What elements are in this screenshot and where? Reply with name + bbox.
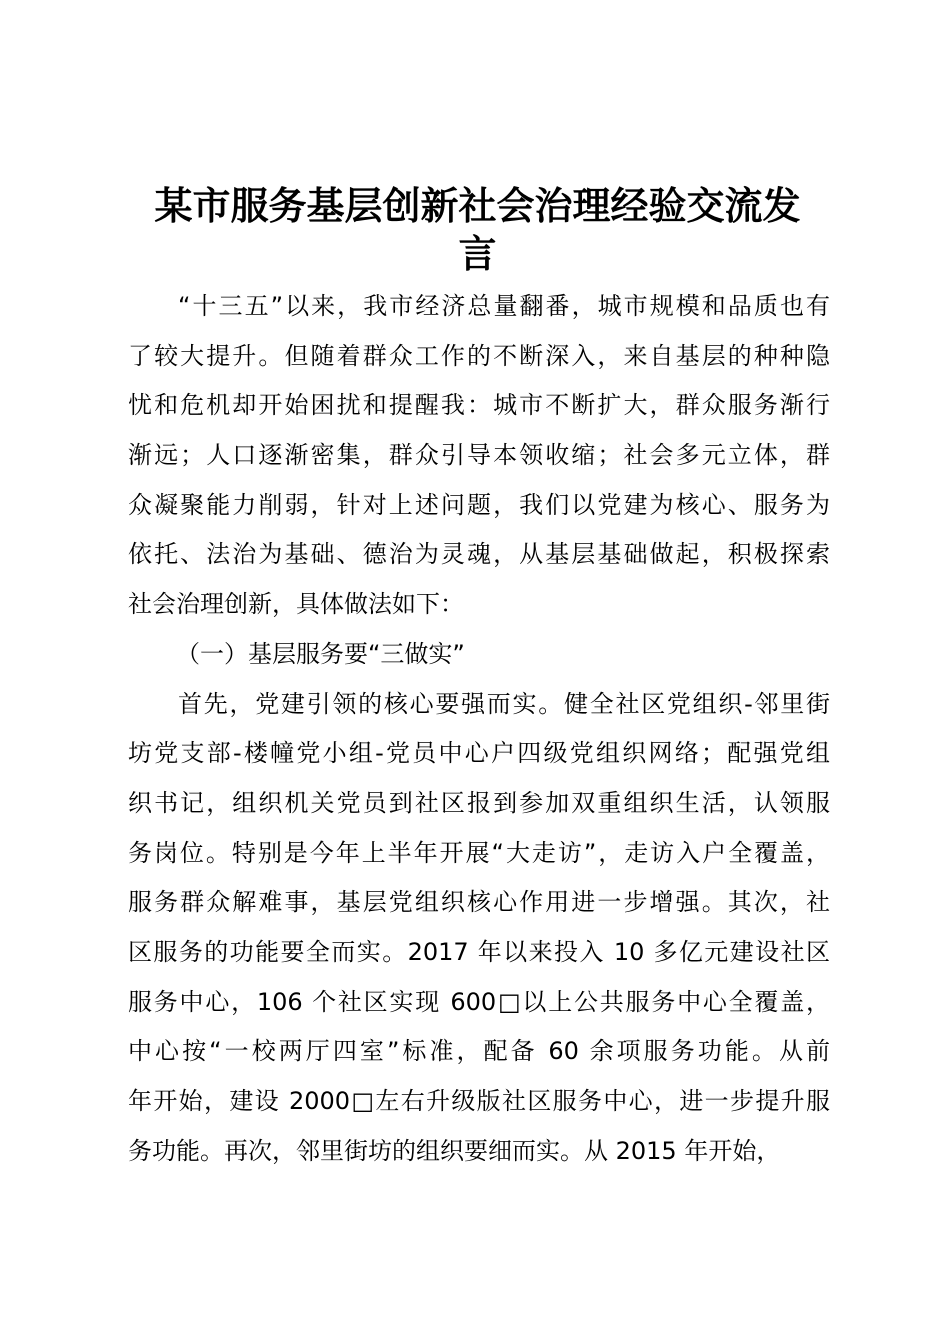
text-line: 务功能。再次，邻里街坊的组织要细而实。从 2015 年开始， xyxy=(128,1136,781,1165)
text-line: 了较大提升。但随着群众工作的不断深入，来自基层的种种隐 xyxy=(128,341,830,370)
text-line: 区服务的功能要全而实。2017 年以来投入 10 多亿元建设社区 xyxy=(128,937,830,966)
text-line: 务岗位。特别是今年上半年开展“大走访”，走访入户全覆盖， xyxy=(128,838,830,867)
text-line: 中心按“一校两厅四室”标准，配备 60 余项服务功能。从前 xyxy=(128,1037,830,1066)
text-line: 服务中心，106 个社区实现 600□以上公共服务中心全覆盖， xyxy=(128,987,830,1016)
document-title xyxy=(120,182,835,278)
title-line: 某市服务基层创新社会治理经验交流发 xyxy=(154,183,801,228)
text-line: 渐远；人口逐渐密集，群众引导本领收缩；社会多元立体，群 xyxy=(128,441,830,470)
text-line: 年开始，建设 2000□左右升级版社区服务中心，进一步提升服 xyxy=(128,1087,830,1115)
text-line: 依托、法治为基础、德治为灵魂，从基层基础做起，积极探索 xyxy=(128,540,830,569)
text-line: 社会治理创新，具体做法如下： xyxy=(128,590,464,619)
paragraph xyxy=(128,680,830,1177)
paragraph xyxy=(128,282,830,630)
title-line: 言 xyxy=(458,231,497,276)
document-body xyxy=(128,282,830,1176)
text-line: 服务群众解难事，基层党组织核心作用进一步增强。其次，社 xyxy=(128,888,830,917)
text-line: “十三五”以来，我市经济总量翻番，城市规模和品质也有 xyxy=(178,292,830,320)
text-line: 织书记，组织机关党员到社区报到参加双重组织生活，认领服 xyxy=(128,788,830,817)
paragraph xyxy=(128,630,830,680)
text-line: （一）基层服务要“三做实” xyxy=(176,639,465,668)
text-line: 忧和危机却开始困扰和提醒我：城市不断扩大，群众服务渐行 xyxy=(128,391,830,420)
text-line: 坊党支部-楼幢党小组-党员中心户四级党组织网络；配强党组 xyxy=(128,739,830,768)
text-line: 首先，党建引领的核心要强而实。健全社区党组织-邻里街 xyxy=(178,689,830,718)
text-line: 众凝聚能力削弱，针对上述问题，我们以党建为核心、服务为 xyxy=(128,490,830,519)
